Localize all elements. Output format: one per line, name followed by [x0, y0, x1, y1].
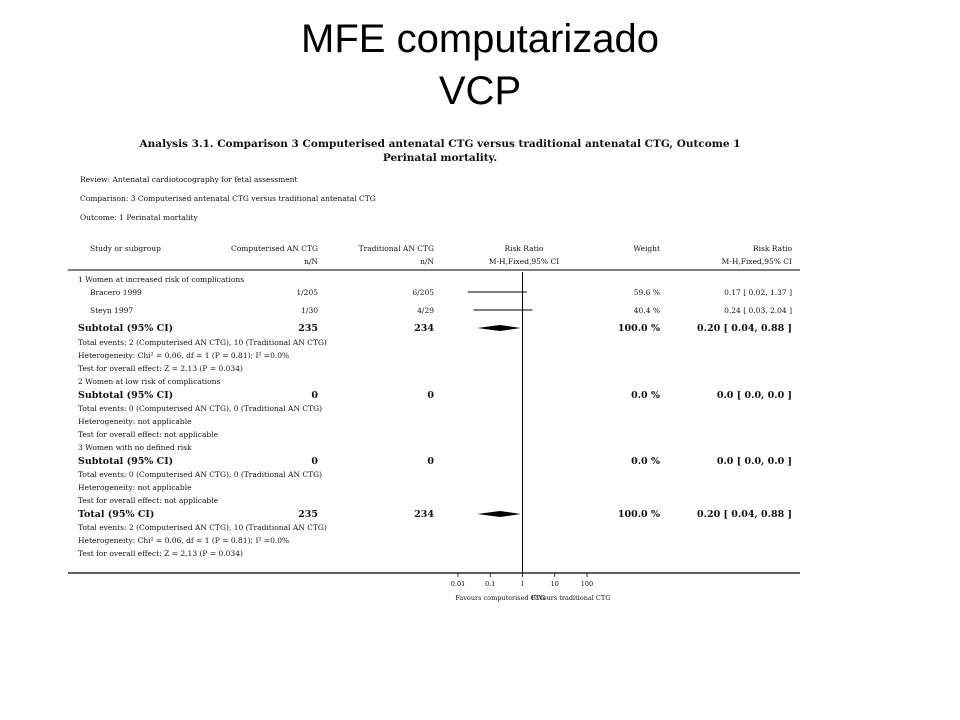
stats-note: Test for overall effect: not applicable — [78, 430, 219, 439]
col-header-exp: Computerised AN CTG — [230, 244, 318, 253]
x-tick-label: 10 — [550, 580, 559, 588]
study-exp-events: 1/205 — [296, 288, 318, 297]
table-rows — [78, 275, 792, 558]
stats-note: Test for overall effect: Z = 2.13 (P = 0.034) — [78, 364, 243, 373]
stats-note: Total events: 2 (Computerised AN CTG), 10 (Traditional AN CTG) — [78, 523, 327, 532]
plot-area — [451, 272, 611, 602]
outcome-line: Outcome: 1 Perinatal mortality — [80, 213, 198, 222]
col-header-ctrl: Traditional AN CTG — [358, 244, 434, 253]
subtotal-ctrl-total: 234 — [414, 509, 434, 520]
stats-note: Heterogeneity: Chi² = 0.06, df = 1 (P = 0.81); I² =0.0% — [78, 536, 290, 545]
x-tick-label: 0.01 — [450, 580, 466, 588]
col-header-ctrl-sub: n/N — [420, 257, 434, 266]
stats-note: Test for overall effect: not applicable — [78, 496, 219, 505]
subtotal-label: Subtotal (95% CI) — [78, 323, 174, 334]
subtotal-ci-text: 0.0 [ 0.0, 0.0 ] — [716, 390, 792, 401]
stats-note: Total events: 0 (Computerised AN CTG), 0 (Traditional AN CTG) — [78, 470, 323, 479]
subtotal-exp-total: 0 — [311, 456, 318, 467]
stats-note: Total events: 0 (Computerised AN CTG), 0 (Traditional AN CTG) — [78, 404, 323, 413]
slide-title-line2: VCP — [438, 69, 522, 113]
subtotal-weight: 0.0 % — [631, 390, 660, 401]
subtotal-ci-text: 0.20 [ 0.04, 0.88 ] — [697, 509, 792, 520]
favours-left-label: Favours computerised CTG — [455, 594, 546, 602]
col-header-study: Study or subgroup — [90, 244, 161, 253]
study-ctrl-events: 4/29 — [417, 306, 434, 315]
subtotal-exp-total: 0 — [311, 390, 318, 401]
group-label: 3 Women with no defined risk — [78, 443, 192, 452]
pooled-diamond — [477, 511, 520, 517]
subtotal-label: Subtotal (95% CI) — [78, 390, 174, 401]
subtotal-weight: 100.0 % — [617, 509, 660, 520]
x-tick-label: 100 — [580, 580, 594, 588]
slide-title-line1: MFE computarizado — [301, 17, 659, 61]
study-weight: 59.6 % — [633, 288, 660, 297]
subtotal-ci-text: 0.0 [ 0.0, 0.0 ] — [716, 456, 792, 467]
subtotal-ctrl-total: 0 — [427, 390, 434, 401]
study-ci-text: 0.17 [ 0.02, 1.37 ] — [724, 288, 792, 297]
favours-right-label: Favours traditional CTG — [531, 594, 611, 602]
analysis-heading-1: Analysis 3.1. Comparison 3 Computerised antenatal CTG versus traditional antenatal CTG, Outcome 1 — [139, 138, 741, 150]
group-label: 1 Women at increased risk of complications — [78, 275, 245, 284]
study-ci-text: 0.24 [ 0.03, 2.04 ] — [724, 306, 792, 315]
comparison-line: Comparison: 3 Computerised antenatal CTG versus traditional antenatal CTG — [80, 194, 376, 203]
study-exp-events: 1/30 — [301, 306, 318, 315]
stats-note: Total events: 2 (Computerised AN CTG), 10 (Traditional AN CTG) — [78, 338, 327, 347]
stats-note: Test for overall effect: Z = 2.13 (P = 0.034) — [78, 549, 243, 558]
subtotal-label: Total (95% CI) — [78, 509, 155, 520]
subtotal-weight: 0.0 % — [631, 456, 660, 467]
col-header-exp-sub: n/N — [304, 257, 318, 266]
x-tick-label: 0.1 — [485, 580, 496, 588]
pooled-diamond — [477, 325, 520, 331]
study-weight: 40.4 % — [633, 306, 660, 315]
subtotal-exp-total: 235 — [298, 323, 318, 334]
group-label: 2 Women at low risk of complications — [78, 377, 221, 386]
stats-note: Heterogeneity: not applicable — [78, 483, 192, 492]
study-name: Bracero 1999 — [90, 288, 142, 297]
subtotal-ctrl-total: 234 — [414, 323, 434, 334]
study-ctrl-events: 6/205 — [412, 288, 434, 297]
subtotal-exp-total: 235 — [298, 509, 318, 520]
x-tick-label: 1 — [520, 580, 525, 588]
subtotal-label: Subtotal (95% CI) — [78, 456, 174, 467]
subtotal-ci-text: 0.20 [ 0.04, 0.88 ] — [697, 323, 792, 334]
col-header-rr-sub: M-H,Fixed,95% CI — [488, 257, 560, 266]
col-header-rr2-sub: M-H,Fixed,95% CI — [721, 257, 792, 266]
subtotal-weight: 100.0 % — [617, 323, 660, 334]
col-header-weight: Weight — [633, 244, 660, 253]
study-name: Steyn 1997 — [90, 306, 134, 315]
analysis-heading-2: Perinatal mortality. — [382, 152, 498, 164]
stats-note: Heterogeneity: Chi² = 0.06, df = 1 (P = 0.81); I² =0.0% — [78, 351, 290, 360]
stats-note: Heterogeneity: not applicable — [78, 417, 192, 426]
subtotal-ctrl-total: 0 — [427, 456, 434, 467]
col-header-rr: Risk Ratio — [504, 244, 544, 253]
review-line: Review: Antenatal cardiotocography for fetal assessment — [80, 175, 298, 184]
col-header-rr2: Risk Ratio — [752, 244, 792, 253]
